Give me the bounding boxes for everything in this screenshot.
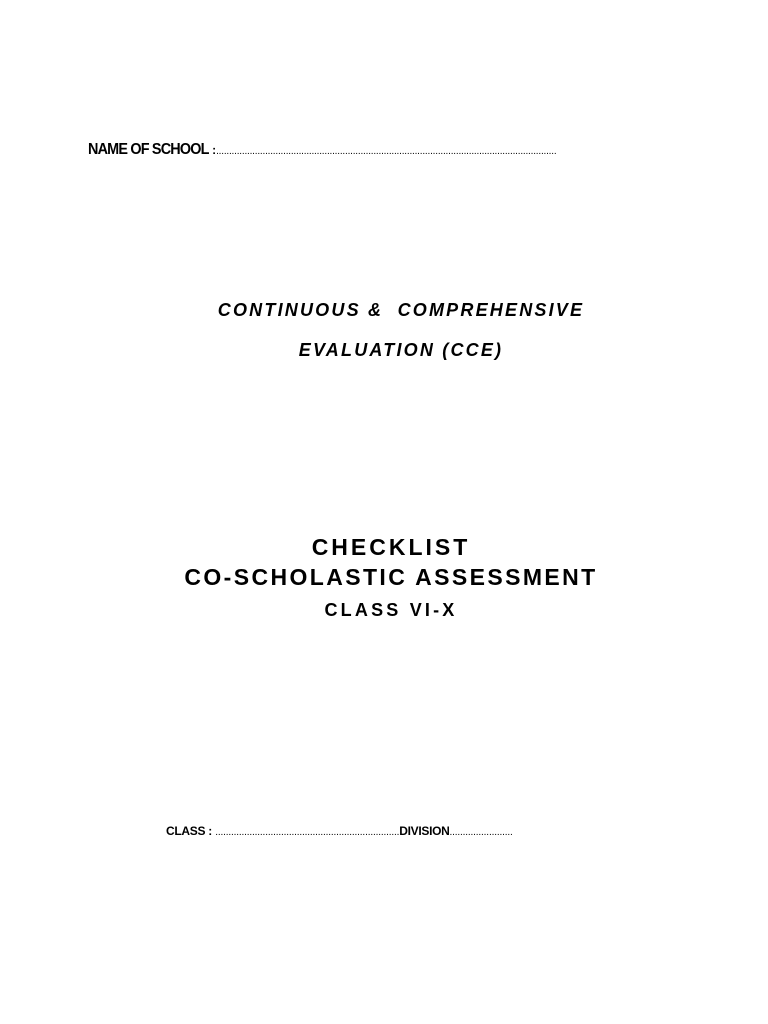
class-label: CLASS : bbox=[166, 824, 212, 838]
checklist-title: CHECKLIST bbox=[311, 534, 471, 560]
checklist-subtitle: CO-SCHOLASTIC ASSESSMENT bbox=[184, 564, 598, 590]
cce-heading-line-1: CONTINUOUS & COMPREHENSIVE bbox=[217, 300, 585, 320]
class-division-line bbox=[166, 824, 513, 838]
division-label: DIVISION bbox=[399, 824, 450, 838]
checklist-class-range: CLASS VI-X bbox=[324, 600, 458, 620]
school-name-blank: .................................................................................................................................... bbox=[216, 146, 557, 157]
school-name-line bbox=[88, 141, 556, 159]
cce-heading-line-2: EVALUATION (CCE) bbox=[298, 340, 504, 360]
class-blank: ...................................................................... bbox=[215, 827, 400, 838]
division-blank: ........................ bbox=[449, 827, 513, 838]
school-name-colon: : bbox=[212, 143, 217, 157]
school-name-label: NAME OF SCHOOL bbox=[88, 141, 209, 158]
